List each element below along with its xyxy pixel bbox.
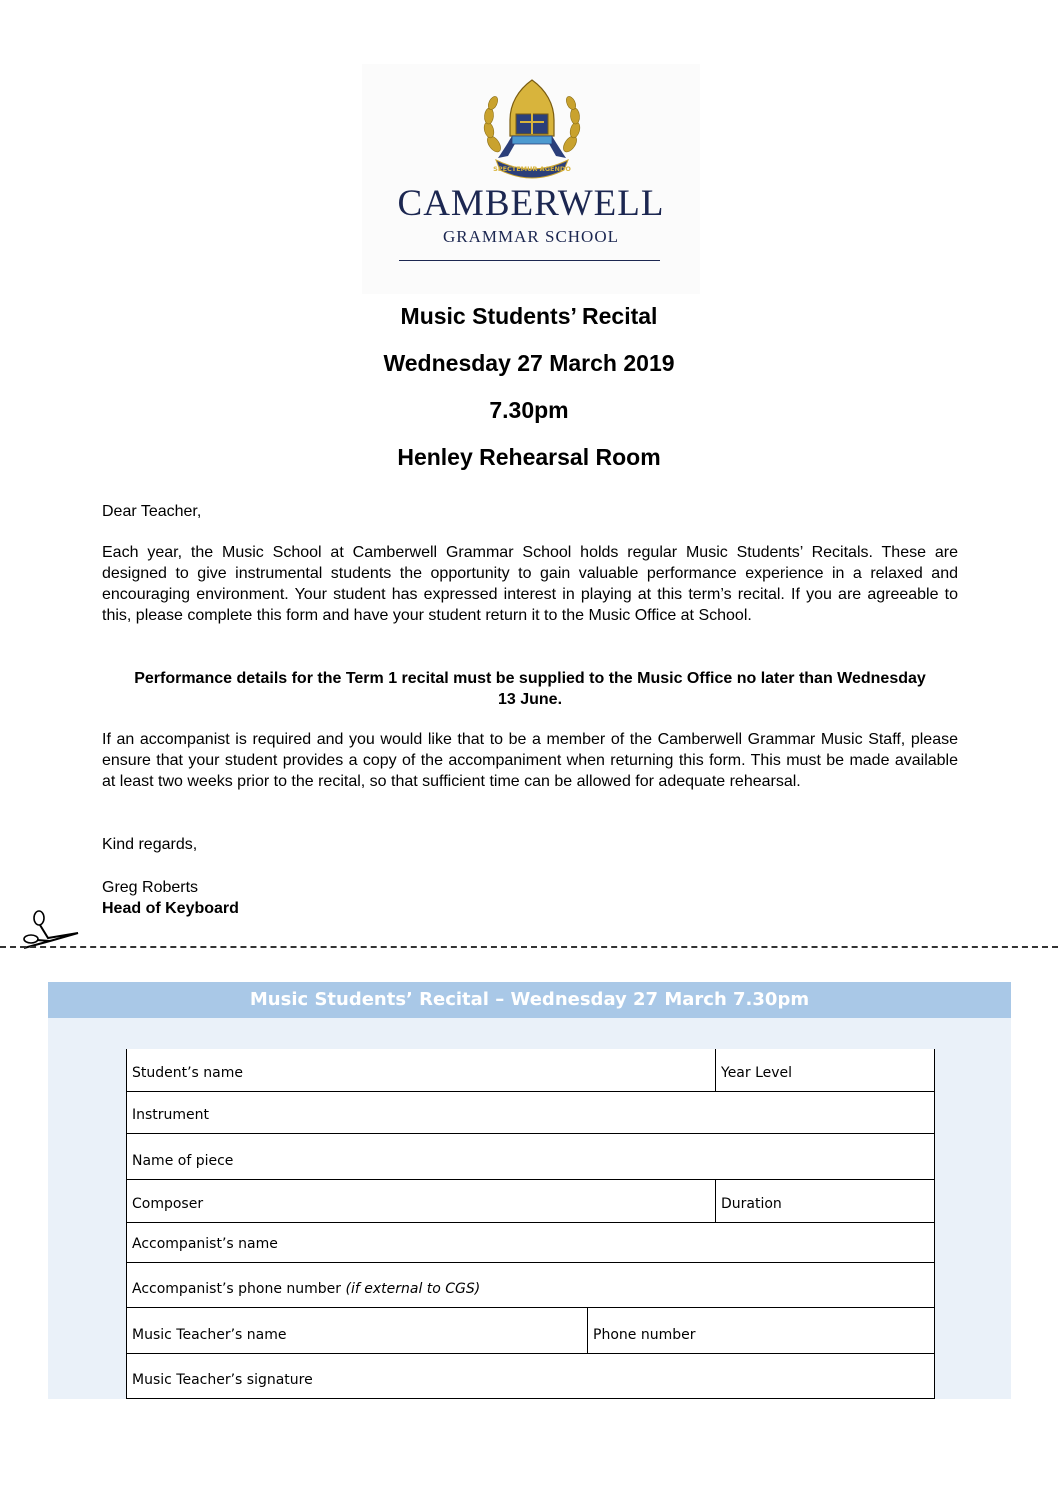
logo-divider: [399, 260, 660, 261]
accompanist-phone-label: Accompanist’s phone number: [132, 1281, 346, 1297]
duration-field[interactable]: [715, 1180, 934, 1222]
composer-field[interactable]: [127, 1180, 715, 1222]
phone-number-field[interactable]: [587, 1308, 934, 1353]
field-label: Duration: [721, 1196, 782, 1212]
form-header: Music Students’ Recital – Wednesday 27 March 7.30pm: [48, 982, 1011, 1018]
form-row: [127, 1223, 934, 1263]
accompanist-name-field[interactable]: [127, 1223, 934, 1262]
teacher-signature-field[interactable]: [127, 1354, 934, 1398]
year-level-field[interactable]: [715, 1049, 934, 1091]
teacher-name-field[interactable]: [127, 1308, 587, 1353]
field-label: Student’s name: [132, 1065, 244, 1081]
school-logo: [362, 64, 700, 294]
deadline-notice: Performance details for the Term 1 recital must be supplied to the Music Office no later than Wednesday 13 June.: [134, 670, 926, 708]
accompanist-phone-field[interactable]: [127, 1263, 934, 1307]
form-row: [127, 1049, 934, 1092]
field-label: Composer: [132, 1196, 204, 1212]
field-label: Accompanist’s name: [132, 1236, 278, 1252]
instrument-field[interactable]: [127, 1092, 934, 1133]
form-row: [127, 1092, 934, 1134]
accompanist-phone-note: (if external to CGS): [345, 1281, 481, 1297]
letter-salutation: Dear Teacher,: [102, 503, 202, 520]
form-row: [127, 1308, 934, 1354]
form-row: [127, 1134, 934, 1180]
signer-name: Greg Roberts: [102, 879, 199, 896]
letter-paragraph-1: Each year, the Music School at Camberwell Grammar School holds regular Music Students’ Recitals. These are designed to give instrumental students the opportunity to gain valuable performance experience in a relaxed and encouraging environment. Your student has expressed interest in playing at this term’s recital. If you are agreeable to this, please complete this form and have your student return it to the Music Office at School.: [102, 544, 958, 624]
form-row: [127, 1354, 934, 1399]
field-label: Year Level: [721, 1065, 793, 1081]
reply-form: [126, 1049, 935, 1399]
recital-venue: Henley Rehearsal Room: [397, 444, 661, 470]
school-subtitle: GRAMMAR SCHOOL: [443, 227, 619, 246]
school-name: CAMBERWELL: [397, 183, 665, 224]
field-label: Instrument: [132, 1107, 210, 1123]
svg-text:SPECTEMUR AGENDO: SPECTEMUR AGENDO: [493, 165, 571, 173]
recital-date: Wednesday 27 March 2019: [383, 350, 675, 376]
school-crest-icon: [476, 74, 588, 182]
letter-paragraph-2: If an accompanist is required and you would like that to be a member of the Camberwell Grammar Music Staff, please ensure that your student provides a copy of the accompaniment when returning this form. This must be made available at least two weeks prior to the recital, so that sufficient time can be allowed for adequate rehearsal.: [102, 731, 958, 790]
recital-title: Music Students’ Recital: [400, 303, 658, 329]
name-of-piece-field[interactable]: [127, 1134, 934, 1179]
form-row: [127, 1263, 934, 1308]
field-label: Music Teacher’s name: [132, 1327, 287, 1343]
cut-line: [0, 946, 1058, 948]
field-label: Name of piece: [132, 1153, 234, 1169]
field-label: Music Teacher’s signature: [132, 1372, 313, 1388]
students-name-field[interactable]: [127, 1049, 715, 1091]
field-label: [132, 1281, 480, 1297]
field-label: Phone number: [593, 1327, 696, 1343]
form-row: [127, 1180, 934, 1223]
signer-title: Head of Keyboard: [102, 900, 239, 917]
letter-closing: Kind regards,: [102, 836, 198, 853]
recital-time: 7.30pm: [489, 397, 569, 423]
